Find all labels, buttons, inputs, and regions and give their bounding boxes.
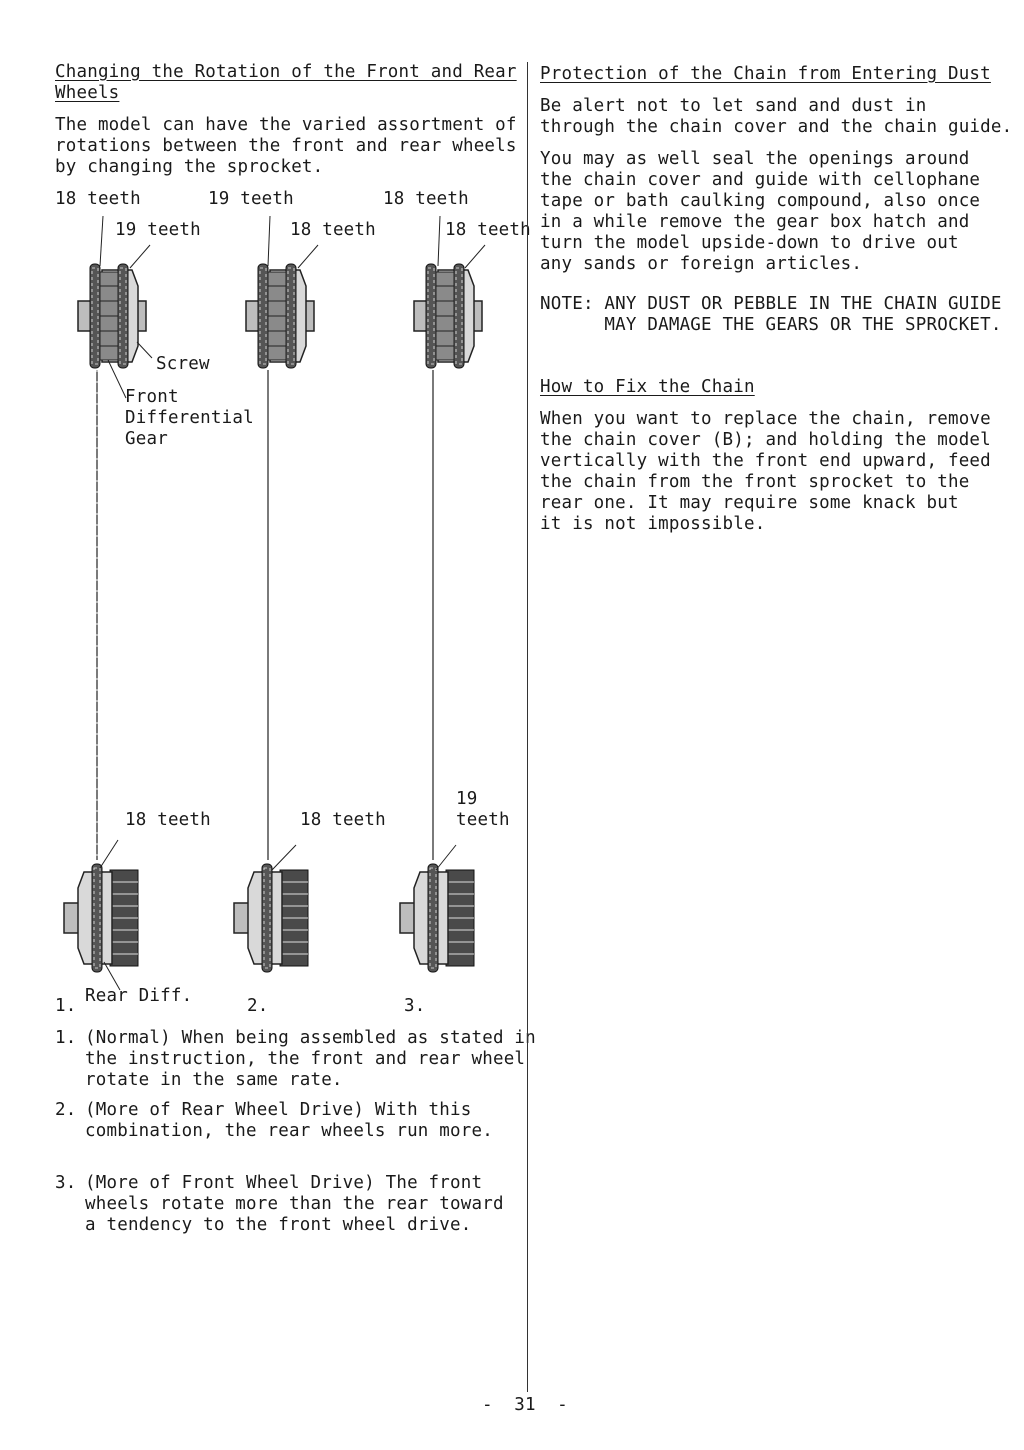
rear-gear-1	[64, 864, 138, 972]
label-rear-2-teeth: 18 teeth	[300, 810, 386, 830]
fix-chain-paragraph: When you want to replace the chain, remove the chain cover (B); and holding the model vertically with the front end upward, feed the chain from the front sprocket to the rear one. It may require some knack but it is not impossible.	[540, 409, 991, 534]
label-front-differential-gear: Front Differential Gear	[125, 387, 254, 449]
item-2-text: (More of Rear Wheel Drive) With this combination, the rear wheels run more.	[85, 1100, 493, 1141]
label-front-1-left-teeth: 18 teeth	[55, 189, 141, 209]
front-gear-2	[246, 264, 314, 368]
label-front-3-left-teeth: 18 teeth	[383, 189, 469, 209]
label-front-2-left-teeth: 19 teeth	[208, 189, 294, 209]
label-screw: Screw	[156, 354, 210, 374]
dust-paragraph-2: You may as well seal the openings around the chain cover and guide with cellophane tape or bath caulking compound, also once in a while remove the gear box hatch and turn the model upside-down to drive out any sands or foreign articles.	[540, 149, 981, 274]
dust-paragraph-1: Be alert not to let sand and dust in through the chain cover and the chain guide.	[540, 96, 1013, 137]
item-3-text: (More of Front Wheel Drive) The front wheels rotate more than the rear toward a tendency to the front wheel drive.	[85, 1173, 504, 1235]
label-rear-3-teeth: 19 teeth	[456, 789, 510, 830]
label-front-2-right-teeth: 18 teeth	[290, 220, 376, 240]
diagram-number-3: 3.	[404, 996, 426, 1016]
label-front-3-right-teeth: 18 teeth	[445, 220, 531, 240]
front-gear-3	[414, 264, 482, 368]
label-rear-1-teeth: 18 teeth	[125, 810, 211, 830]
item-1-text: (Normal) When being assembled as stated in the instruction, the front and rear wheel rotate in the same rate.	[85, 1028, 536, 1090]
item-2-number: 2.	[55, 1100, 77, 1120]
rotation-intro-paragraph: The model can have the varied assortment of rotations between the front and rear wheels by changing the sprocket.	[55, 115, 517, 177]
page-number: - 31 -	[482, 1395, 568, 1415]
section-heading-dust: Protection of the Chain from Entering Dust	[540, 64, 991, 84]
rear-gear-2	[234, 864, 308, 972]
label-rear-diff: Rear Diff.	[85, 986, 193, 1006]
dust-note: NOTE: ANY DUST OR PEBBLE IN THE CHAIN GUIDE MAY DAMAGE THE GEARS OR THE SPROCKET.	[540, 294, 1002, 335]
section-heading-fix-chain: How to Fix the Chain	[540, 377, 755, 397]
section-heading-rotation-line2: Wheels	[55, 83, 120, 103]
column-divider	[527, 62, 528, 1392]
section-heading-rotation-line1: Changing the Rotation of the Front and Rear	[55, 62, 517, 82]
diagram-number-1: 1.	[55, 996, 77, 1016]
rear-gear-3	[400, 864, 474, 972]
front-gear-1	[78, 264, 146, 368]
label-front-1-right-teeth: 19 teeth	[115, 220, 201, 240]
diagram-number-2: 2.	[247, 996, 269, 1016]
item-1-number: 1.	[55, 1028, 77, 1048]
item-3-number: 3.	[55, 1173, 77, 1193]
